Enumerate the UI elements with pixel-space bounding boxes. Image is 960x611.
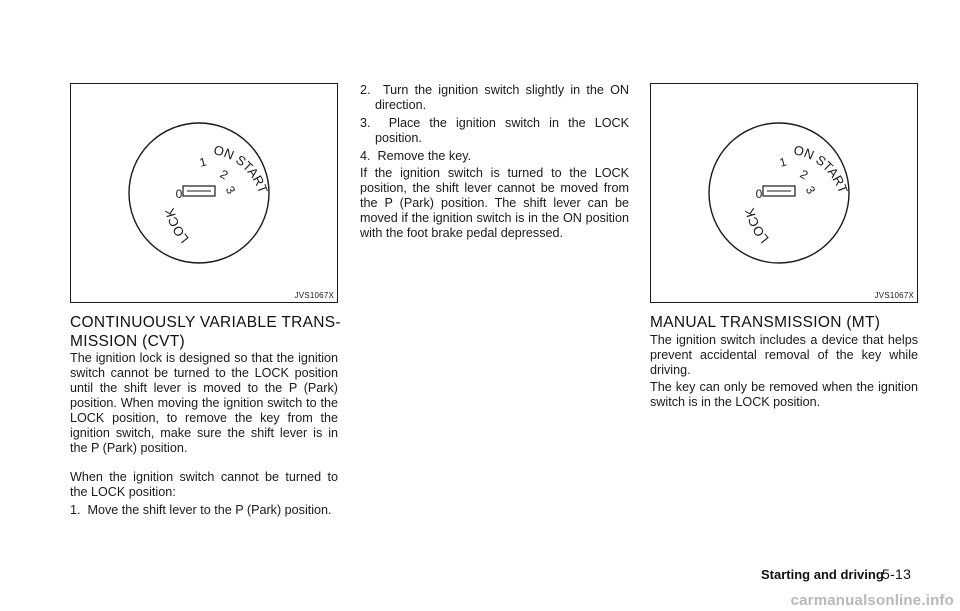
dial-label-3: 3 (802, 183, 819, 197)
dial-label-1: 1 (197, 154, 209, 170)
ignition-dial-diagram (71, 84, 339, 304)
dial-label-0: 0 (175, 187, 183, 201)
footer-section-title: Starting and driving (761, 567, 884, 582)
dial-label-on-start: ON START (792, 142, 851, 196)
page-number: 5-13 (882, 566, 912, 582)
mt-paragraph-1: The ignition switch includes a device that helps prevent accidental removal of the key while driving. (650, 333, 918, 377)
ignition-dial-diagram (651, 84, 919, 304)
cvt-step-2: 2. Turn the ignition switch slightly in the ON direction. (360, 83, 629, 112)
mt-paragraph-2: The key can only be removed when the ignition switch is in the LOCK position. (650, 380, 918, 409)
dial-label-on-start: ON START (212, 142, 271, 196)
cvt-step-4: 4. Remove the key. (360, 149, 472, 163)
dial-label-lock: LOCK (741, 206, 772, 247)
dial-label-1: 1 (777, 154, 789, 170)
cvt-paragraph-1: The ignition lock is designed so that the ignition switch cannot be turned to the LOCK position until the shift lever is moved to the P (Park) position. When moving the ignition switch to the LOCK position, to remove the key from the ignition switch, make sure the shift lever is in the P (Park) position. (70, 351, 338, 455)
ignition-switch-figure-left (70, 83, 338, 303)
dial-label-0: 0 (755, 187, 763, 201)
cvt-heading: CONTINUOUSLY VARIABLE TRANS- MISSION (CVT) (70, 314, 341, 350)
dial-label-2: 2 (217, 166, 231, 183)
cvt-paragraph-2: When the ignition switch cannot be turned to the LOCK position: (70, 470, 338, 499)
dial-label-lock: LOCK (161, 206, 192, 247)
dial-label-2: 2 (797, 166, 811, 183)
figure-caption: JVS1067X (874, 291, 914, 300)
mt-heading: MANUAL TRANSMISSION (MT) (650, 314, 881, 331)
cvt-paragraph-3: If the ignition switch is turned to the LOCK position, the shift lever cannot be moved from the P (Park) position. The shift lever can be moved if the ignition switch is in the ON position with the foot brake pedal depressed. (360, 166, 629, 240)
figure-caption: JVS1067X (294, 291, 334, 300)
cvt-step-1: 1. Move the shift lever to the P (Park) position. (70, 503, 332, 517)
ignition-switch-figure-right (650, 83, 918, 303)
watermark: carmanualsonline.info (790, 592, 954, 609)
dial-label-3: 3 (222, 183, 239, 197)
cvt-step-3: 3. Place the ignition switch in the LOCK position. (360, 116, 629, 145)
